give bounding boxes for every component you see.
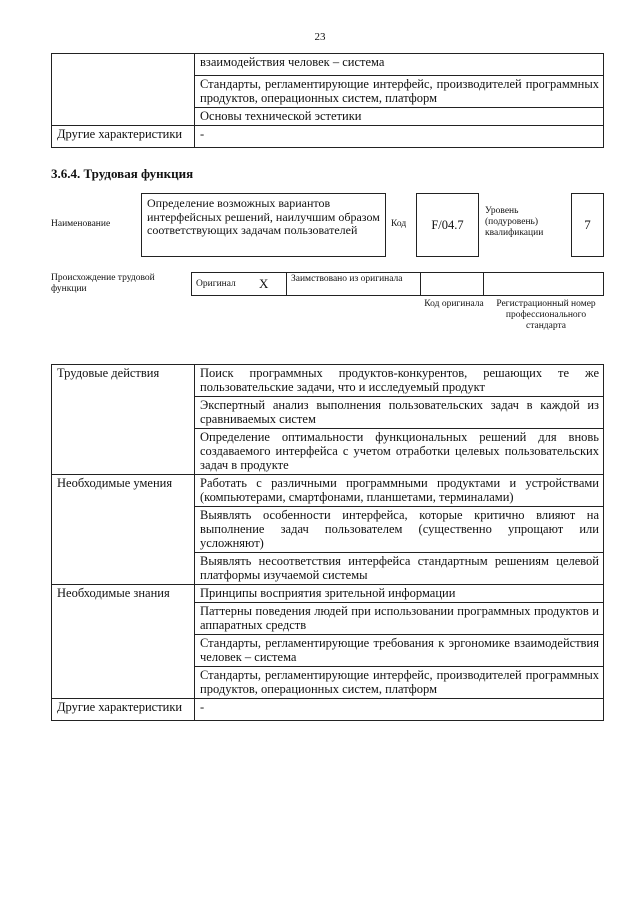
borrowed-cell <box>286 272 421 296</box>
table-cell: - <box>195 699 604 721</box>
table-cell: Стандарты, регламентирующие требования к эргономике взаимодействия человек – система <box>195 635 604 667</box>
level-value: 7 <box>584 217 591 232</box>
row-label: Необходимые умения <box>52 475 195 585</box>
table-cell: Основы технической эстетики <box>195 108 604 126</box>
row-label: Другие характеристики <box>52 126 195 148</box>
level-label: Уровень (подуровень) квалификации <box>485 206 544 238</box>
origin-row <box>191 272 604 296</box>
section-heading: 3.6.4. Трудовая функция <box>51 166 194 181</box>
level-box <box>571 193 604 257</box>
table-row <box>52 585 604 603</box>
function-name: Определение возможных вариантов интерфейсных решений, наилучшим образом соответствующих задачам пользователей <box>147 196 380 237</box>
code-original-caption: Код оригинала <box>424 299 484 309</box>
table-cell: Принципы восприятия зрительной информации <box>195 585 604 603</box>
page-number: 23 <box>314 31 326 43</box>
table-cell: Стандарты, регламентирующие интерфейс, производителей программных продуктов, операционных систем, платформ <box>195 667 604 699</box>
row-label: Необходимые знания <box>52 585 195 699</box>
code-value: F/04.7 <box>431 217 464 232</box>
table-cell: Экспертный анализ выполнения пользовательских задач в каждой из сравниваемых систем <box>195 397 604 429</box>
table-cell: взаимодействия человек – система <box>195 54 604 76</box>
row-label: Другие характеристики <box>52 699 195 721</box>
original-mark: X <box>259 276 269 291</box>
original-cell <box>191 272 287 296</box>
code-original-cell <box>420 272 484 296</box>
code-box <box>416 193 479 257</box>
table-cell: Работать с различными программными продуктами и устройствами (компьютерами, смартфонами, планшетами, терминалами) <box>195 475 604 507</box>
borrowed-label: Заимствовано из оригинала <box>291 274 403 284</box>
reg-number-caption: Регистрационный номер профессионального стандарта <box>496 299 596 331</box>
table-cell: Выявлять особенности интерфейса, которые критично влияют на выполнение задач пользователем (существенно упрощают или усложняют) <box>195 507 604 553</box>
original-label: Оригинал <box>196 279 236 289</box>
reg-number-cell <box>483 272 604 296</box>
table-row <box>52 126 604 148</box>
table-row <box>52 699 604 721</box>
function-name-box <box>141 193 386 257</box>
main-table <box>51 364 604 721</box>
code-label: Код <box>391 219 407 229</box>
table-cell: Стандарты, регламентирующие интерфейс, производителей программных продуктов, операционных систем, платформ <box>195 76 604 108</box>
row-label: Трудовые действия <box>52 365 195 475</box>
table-cell: Выявлять несоответствия интерфейса стандартным решениям целевой платформы изучаемой системы <box>195 553 604 585</box>
prev-table <box>51 53 604 148</box>
name-label: Наименование <box>51 219 111 229</box>
table-row <box>52 475 604 507</box>
table-cell: Паттерны поведения людей при использовании программных продуктов и аппаратных средств <box>195 603 604 635</box>
table-cell: Определение оптимальности функциональных решений для вновь создаваемого интерфейса с учетом отработки целевых пользовательских задач в продукте <box>195 429 604 475</box>
table-row <box>52 365 604 397</box>
origin-label: Происхождение трудовой функции <box>51 273 155 294</box>
table-cell: - <box>195 126 604 148</box>
row-label <box>52 54 195 126</box>
table-row <box>52 54 604 76</box>
table-cell: Поиск программных продуктов-конкурентов, решающих те же пользовательские задачи, что и исследуемый продукт <box>195 365 604 397</box>
